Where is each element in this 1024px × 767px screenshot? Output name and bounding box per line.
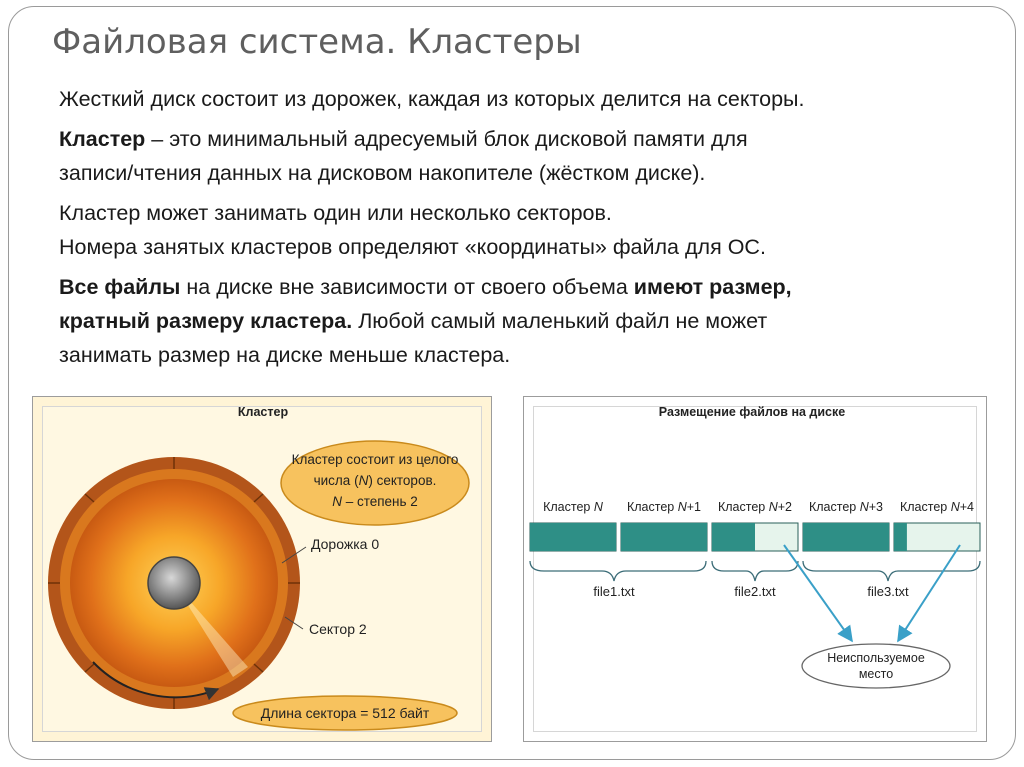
slide-title: Файловая система. Кластеры: [52, 22, 582, 62]
term-cluster: Кластер: [59, 127, 146, 151]
cluster-fill-1: [530, 523, 616, 551]
file-label-3: file3.txt: [867, 584, 909, 599]
bubble-line-2: числа (N) секторов.: [313, 473, 437, 488]
label-sector: Сектор 2: [309, 621, 367, 637]
unused-space-line-2: место: [858, 667, 894, 681]
file-label-1: file1.txt: [593, 584, 635, 599]
cluster-figure-svg: [33, 397, 491, 741]
cluster-label-3: Кластер N+2: [717, 500, 793, 514]
brace-file1: [530, 561, 706, 581]
cluster-fill-4: [803, 523, 889, 551]
placement-figure-svg: [524, 397, 986, 741]
brace-file3: [803, 561, 980, 581]
placement-figure-title: Размещение файлов на диске: [658, 405, 846, 419]
cluster-label-5: Кластер N+4: [899, 500, 975, 514]
unused-space-line-1: Неиспользуемое: [827, 651, 925, 665]
arrow-unused-from-cluster-n2: [784, 545, 852, 641]
paragraph-cluster-definition: Кластер – это минимальный адресуемый блок дисковой памяти для записи/чтения данных на дисковом накопителе (жёстком диске).: [59, 127, 748, 185]
paragraph-file-size: Все файлы на диске вне зависимости от своего объема имеют размер, кратный размеру кластера. Любой самый маленький файл не может занимать размер на диске меньше кластера.: [59, 275, 792, 367]
cluster-fill-2: [621, 523, 707, 551]
cluster-row: [530, 500, 980, 551]
bubble-line-1: Кластер состоит из целого: [291, 452, 459, 467]
cluster-figure: [32, 396, 492, 742]
label-track: Дорожка 0: [311, 536, 380, 552]
brace-file2: [712, 561, 798, 581]
slide-body: [59, 82, 989, 378]
cluster-label-2: Кластер N+1: [626, 500, 702, 514]
placement-figure: [523, 396, 987, 742]
cluster-box-5: [894, 523, 980, 551]
file-label-2: file2.txt: [734, 584, 776, 599]
cluster-fill-3: [712, 523, 755, 551]
cluster-label-1: Кластер N: [543, 500, 603, 514]
cluster-label-4: Кластер N+3: [808, 500, 884, 514]
cluster-fill-5: [894, 523, 907, 551]
sector-length-label: Длина сектора = 512 байт: [260, 705, 430, 721]
paragraph-cluster-sectors: Кластер может занимать один или несколько секторов. Номера занятых кластеров определяют «координаты» файла для ОС.: [59, 201, 766, 259]
paragraph-tracks: Жесткий диск состоит из дорожек, каждая из которых делится на секторы.: [59, 87, 805, 111]
cluster-figure-title: Кластер: [237, 405, 289, 419]
disk-hub: [148, 557, 200, 609]
bubble-line-3: N – степень 2: [332, 494, 418, 509]
